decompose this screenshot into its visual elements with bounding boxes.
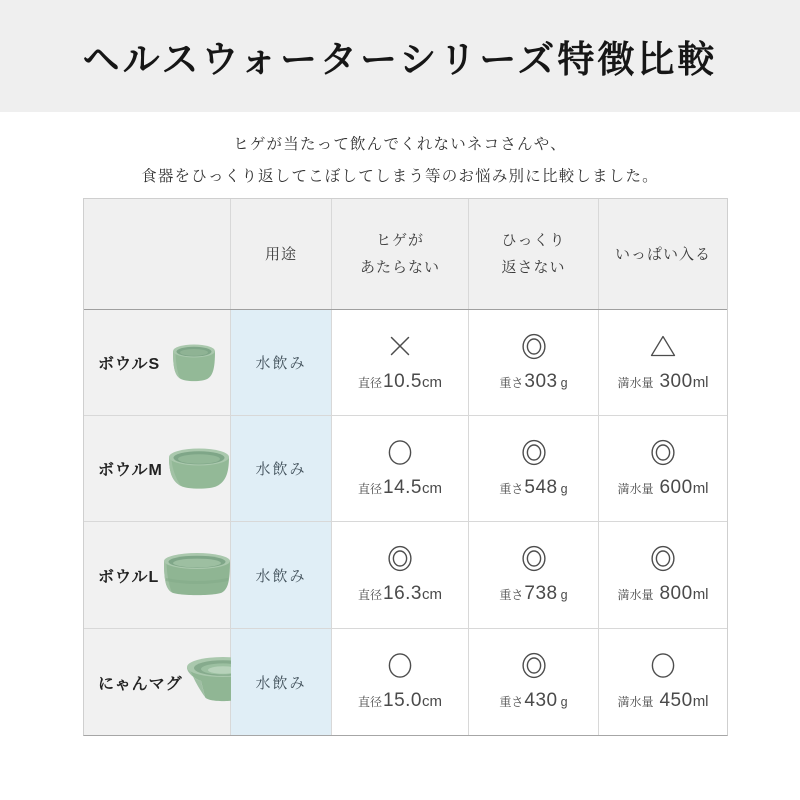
double-circle-icon bbox=[521, 333, 547, 360]
rating-cell-tip-over bbox=[469, 416, 599, 521]
double-circle-icon bbox=[650, 439, 676, 466]
header-cell-whisker bbox=[332, 199, 469, 309]
product-cell bbox=[84, 416, 231, 521]
rating-cell-capacity bbox=[599, 629, 727, 735]
attribute-text: 直径 10.5 cm bbox=[358, 370, 442, 392]
product-cell bbox=[84, 310, 231, 415]
page-subtitle bbox=[0, 129, 800, 193]
table-row-bowl-s bbox=[84, 310, 727, 416]
circle-icon bbox=[387, 652, 413, 679]
double-circle-icon bbox=[387, 545, 413, 572]
product-name: ボウルS bbox=[98, 356, 161, 373]
rating-cell-tip-over bbox=[469, 310, 599, 415]
attribute-text: 直径 15.0 cm bbox=[358, 690, 442, 711]
comparison-table bbox=[83, 198, 728, 736]
double-circle-icon bbox=[521, 439, 547, 466]
table-row-bowl-m bbox=[84, 416, 727, 522]
rating-cell-whisker bbox=[332, 310, 469, 415]
usage-label: 水飲み bbox=[255, 355, 307, 372]
circle-icon bbox=[650, 652, 676, 679]
header-cell-usage bbox=[231, 199, 332, 309]
product-name: にゃんマグ bbox=[98, 675, 183, 693]
rating-cell-capacity bbox=[599, 310, 727, 415]
attribute-text: 満水量 800 ml bbox=[617, 583, 709, 604]
attribute-text: 直径 16.3 cm bbox=[358, 583, 442, 604]
product-cell bbox=[84, 522, 231, 628]
attribute-text: 重さ 738 g bbox=[499, 583, 568, 604]
product-image-bowl-l bbox=[159, 551, 235, 599]
rating-cell-whisker bbox=[332, 629, 469, 735]
usage-label: 水飲み bbox=[255, 567, 307, 585]
usage-label: 水飲み bbox=[255, 674, 307, 692]
triangle-icon bbox=[649, 333, 677, 360]
usage-cell bbox=[231, 310, 332, 415]
attribute-text: 直径 14.5 cm bbox=[358, 476, 442, 498]
header-whisker-label: ヒゲが あたらない bbox=[359, 232, 440, 276]
rating-cell-tip-over bbox=[469, 629, 599, 735]
attribute-text: 重さ 430 g bbox=[499, 690, 568, 711]
attribute-text: 満水量 600 ml bbox=[617, 476, 709, 498]
product-image-bowl-s bbox=[166, 342, 222, 384]
subtitle-line-1: ヒゲが当たって飲んでくれないネコさんや、 bbox=[233, 136, 567, 153]
page-banner bbox=[0, 0, 800, 112]
usage-cell bbox=[231, 629, 332, 735]
usage-label: 水飲み bbox=[255, 461, 307, 478]
header-cell-tip-over bbox=[469, 199, 599, 309]
product-image-bowl-m bbox=[163, 446, 235, 492]
circle-icon bbox=[387, 439, 413, 466]
rating-cell-capacity bbox=[599, 522, 727, 628]
attribute-text: 満水量 450 ml bbox=[617, 690, 709, 711]
usage-cell bbox=[231, 522, 332, 628]
usage-cell bbox=[231, 416, 332, 521]
page-title: ヘルスウォーターシリーズ特徴比較 bbox=[82, 39, 718, 80]
product-cell bbox=[84, 629, 231, 735]
header-cell-capacity bbox=[599, 199, 727, 309]
cross-icon bbox=[388, 333, 412, 360]
rating-cell-capacity bbox=[599, 416, 727, 521]
header-usage-label: 用途 bbox=[264, 245, 297, 263]
attribute-text: 重さ 548 g bbox=[499, 476, 568, 498]
double-circle-icon bbox=[521, 652, 547, 679]
attribute-text: 重さ 303 g bbox=[499, 370, 568, 392]
table-header-row bbox=[84, 199, 727, 310]
header-tip-over-label: ひっくり 返さない bbox=[501, 232, 566, 276]
header-cell-product bbox=[84, 199, 231, 309]
attribute-text: 満水量 300 ml bbox=[617, 370, 709, 392]
rating-cell-tip-over bbox=[469, 522, 599, 628]
product-name: ボウルL bbox=[98, 568, 160, 586]
table-row-bowl-l bbox=[84, 522, 727, 629]
product-name: ボウルM bbox=[98, 462, 163, 479]
table-row-nyan-mug bbox=[84, 629, 727, 735]
rating-cell-whisker bbox=[332, 416, 469, 521]
subtitle-line-2: 食器をひっくり返してこぼしてしまう等のお悩み別に比較しました。 bbox=[141, 168, 659, 185]
double-circle-icon bbox=[650, 545, 676, 572]
double-circle-icon bbox=[521, 545, 547, 572]
header-capacity-label: いっぱい入る bbox=[614, 245, 711, 263]
rating-cell-whisker bbox=[332, 522, 469, 628]
